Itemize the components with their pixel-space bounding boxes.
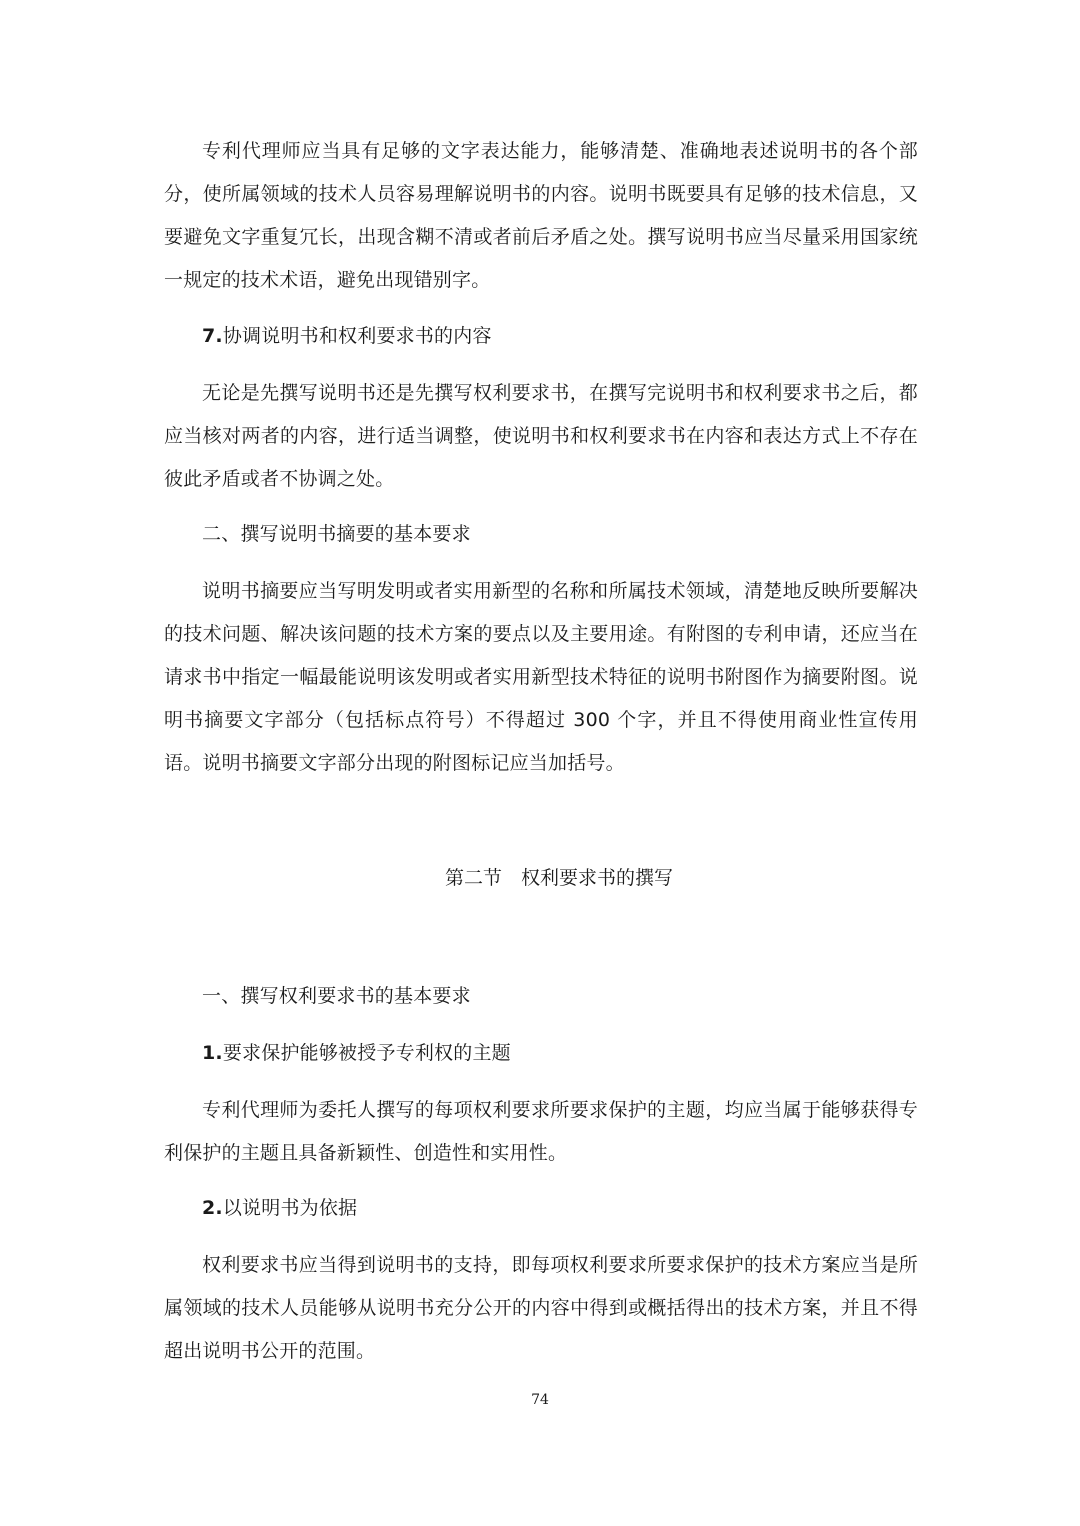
heading-claims-requirements: 一、撰写权利要求书的基本要求 (202, 985, 471, 1007)
paragraph-abstract: 说明书摘要应当写明发明或者实用新型的名称和所属技术领域，清楚地反映所要解决的技术问题、解决该问题的技术方案的要点以及主要用途。有附图的专利申请，还应当在请求书中指定一幅最能说明该发明或者实用新型技术特征的说明书附图作为摘要附图。说明书摘要文字部分（包括标点符号）不得超过 300 个字，并且不得使用商业性宣传用语。说明书摘要文字部分出现的附图标记应当加括号。 (164, 580, 918, 774)
paragraph-protectable-subject: 专利代理师为委托人撰写的每项权利要求所要求保护的主题，均应当属于能够获得专利保护的主题且具备新颖性、创造性和实用性。 (164, 1099, 918, 1164)
heading-number: 1. (202, 1042, 223, 1064)
heading-text: 协调说明书和权利要求书的内容 (222, 325, 492, 347)
heading-protectable-subject (202, 1032, 918, 1075)
heading-coordinate-spec-claims (202, 315, 918, 358)
page-number: 74 (531, 1392, 549, 1408)
heading-number: 7. (202, 325, 223, 347)
heading-text: 要求保护能够被授予专利权的主题 (222, 1042, 511, 1064)
paragraph-based-on-spec: 权利要求书应当得到说明书的支持，即每项权利要求所要求保护的技术方案应当是所属领域的技术人员能够从说明书充分公开的内容中得到或概括得出的技术方案，并且不得超出说明书公开的范围。 (164, 1254, 918, 1362)
heading-text: 以说明书为依据 (222, 1197, 358, 1219)
paragraph-check-consistency: 无论是先撰写说明书还是先撰写权利要求书，在撰写完说明书和权利要求书之后，都应当核对两者的内容，进行适当调整，使说明书和权利要求书在内容和表达方式上不存在彼此矛盾或者不协调之处。 (164, 382, 918, 490)
heading-abstract-requirements: 二、撰写说明书摘要的基本要求 (202, 523, 471, 545)
heading-based-on-spec (202, 1187, 918, 1230)
paragraph-writing-ability: 专利代理师应当具有足够的文字表达能力，能够清楚、准确地表述说明书的各个部分，使所属领域的技术人员容易理解说明书的内容。说明书既要具有足够的技术信息，又要避免文字重复冗长，出现含糊不清或者前后矛盾之处。撰写说明书应当尽量采用国家统一规定的技术术语，避免出现错别字。 (164, 140, 918, 291)
heading-number: 2. (202, 1197, 223, 1219)
section-title: 第二节 权利要求书的撰写 (444, 867, 673, 889)
